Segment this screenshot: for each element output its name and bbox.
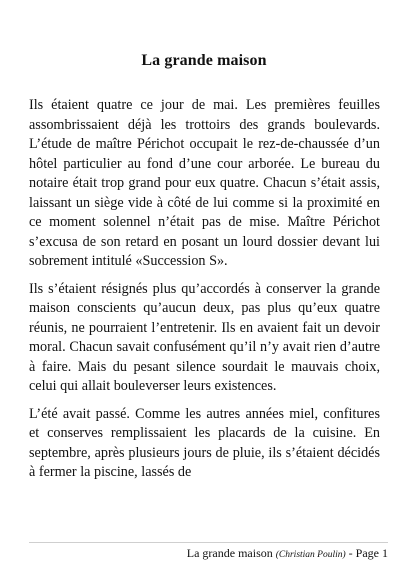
paragraph-2: Ils s’étaient résignés plus qu’accordés à conserver la grande maison conscients qu’aucun deux, pas plus qu’eux quatre réunis, ne pourraient l’entretenir. Ils en avaient fait un devoir moral. Chacun savait confusément qu’il n’y avait rien d’autre à faire. Mais du pesant silence sourdait le mauvais choix, celui qui allait bouleverser leurs existences. — [29, 280, 380, 394]
footer-divider — [29, 542, 388, 543]
footer-page-number: - Page 1 — [348, 546, 388, 560]
footer-title: La grande maison — [186, 546, 273, 560]
paragraph-3: L’été avait passé. Comme les autres années miel, confitures et conserves remplissaient les placards de la cuisine. En septembre, après plusieurs jours de pluie, ils s’étaient décidés à fermer la piscine, lassés de — [29, 405, 380, 480]
page-footer — [187, 546, 388, 561]
paragraph-1: Ils étaient quatre ce jour de mai. Les premières feuilles assombrissaient déjà les trottoirs des grands boulevards. L’étude de maître Périchot occupait le rez-de-chaussée d’un hôtel particulier au fond d’une cour arborée. Le bureau du notaire était trop grand pour eux quatre. Chacun s’était assis, laissant un siège vide à côté de lui comme si la proximité en ce moment solennel n’était pas de mise. Maître Périchot s’excusa de son retard en posant un lourd dossier devant lui sobrement intitulé «Succession S». — [29, 97, 380, 269]
page-title: La grande maison — [141, 52, 267, 69]
footer-author: (Christian Poulin) — [275, 550, 346, 560]
body-text — [29, 96, 380, 491]
